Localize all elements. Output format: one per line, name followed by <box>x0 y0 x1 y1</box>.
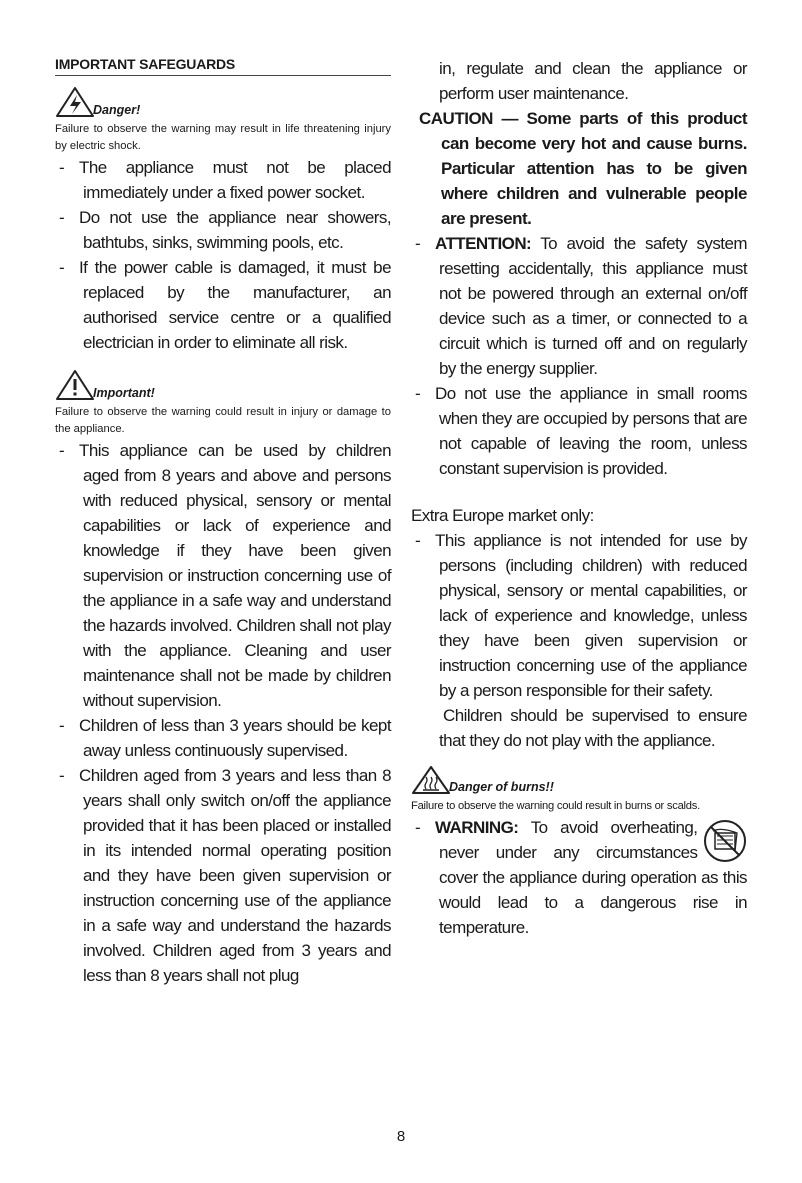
warning-icon <box>55 369 95 401</box>
left-column <box>55 50 391 988</box>
hot-surface-icon <box>411 765 451 795</box>
burns-label: Danger of burns!! <box>449 780 554 794</box>
extra-europe-title: Extra Europe market only: <box>411 506 594 525</box>
electric-hazard-icon <box>55 86 95 118</box>
burns-header <box>411 765 747 795</box>
children-supervision-text: Children should be supervised to ensure that they do not play with the appliance. <box>439 706 747 750</box>
burns-description: Failure to observe the warning could result in burns or scalds. <box>411 800 700 812</box>
warning-item: - WARNING: To avoid overheating, never under any circumstances cover the appliance during operation as this would lead to a dangerous rise in temperature. <box>415 818 747 937</box>
caution-text: CAUTION — Some parts of this product can become very hot and cause burns. Particular attention has to be given where children and vulnerable people are present. <box>419 109 747 228</box>
continuation-text: in, regulate and clean the appliance or perform user maintenance. <box>439 59 747 103</box>
list-item: - Do not use the appliance in small rooms when they are occupied by persons that are not capable of leaving the room, unless constant supervision is provided. <box>415 384 747 478</box>
attention-item: - ATTENTION: To avoid the safety system resetting accidentally, this appliance must not be powered through an external on/off device such as a timer, or connected to a circuit which is turned off and on regularly by the energy supplier. <box>415 234 747 378</box>
warning-keyword: WARNING: <box>435 818 519 837</box>
attention-keyword: ATTENTION: <box>435 234 532 253</box>
section-heading: IMPORTANT SAFEGUARDS <box>55 56 391 76</box>
danger-description: Failure to observe the warning may result in life threatening injury by electric shock. <box>55 123 391 152</box>
important-header <box>55 369 391 401</box>
list-item: - Children aged from 3 years and less than 8 years shall only switch on/off the appliance provided that it has been placed or installed in its intended normal operating position and they have been given supervision or instruction concerning use of the appliance in a safe way and understand the hazards involved. Children aged from 3 years and less than 8 years shall not plug <box>59 766 391 985</box>
important-label: Important! <box>93 386 155 400</box>
list-item: - The appliance must not be placed immediately under a fixed power socket. <box>59 158 391 202</box>
important-description: Failure to observe the warning could result in injury or damage to the appliance. <box>55 406 391 435</box>
list-item: - If the power cable is damaged, it must be replaced by the manufacturer, an authorised service centre or a qualified electrician in order to eliminate all risk. <box>59 258 391 352</box>
page-number: 8 <box>396 1128 406 1145</box>
list-item: - This appliance can be used by children aged from 8 years and above and persons with reduced physical, sensory or mental capabilities or lack of experience and knowledge if they have been given supervision or instruction concerning use of the appliance in a safe way and understand the hazards involved. Children shall not play with the appliance. Cleaning and user maintenance shall not be made by children without supervision. <box>59 441 391 710</box>
right-column <box>411 56 747 940</box>
list-item: - This appliance is not intended for use by persons (including children) with reduced physical, sensory or mental capabilities, or lack of experience and knowledge, unless they have been given supervision or instruction concerning use of the appliance by a person responsible for their safety. <box>415 531 747 700</box>
do-not-cover-icon <box>703 819 747 863</box>
list-item: - Children of less than 3 years should be kept away unless continuously supervised. <box>59 716 391 760</box>
danger-label: Danger! <box>93 103 141 117</box>
list-item: - Do not use the appliance near showers, bathtubs, sinks, swimming pools, etc. <box>59 208 391 252</box>
danger-header <box>55 86 391 118</box>
